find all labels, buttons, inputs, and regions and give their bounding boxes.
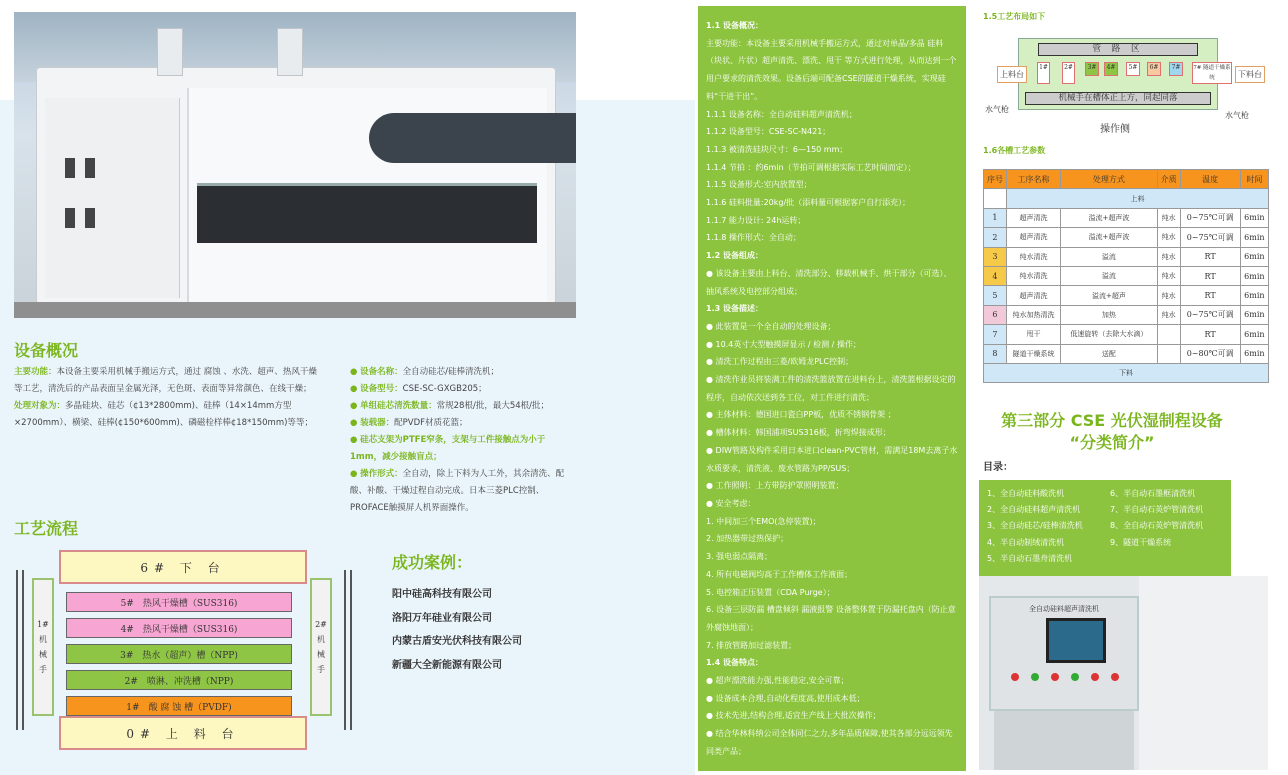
panel-line: 6. 设备三层防漏 槽盘倾斜 漏液报警 设备整体置于防漏托盘内（防止意外腐蚀地面）；: [706, 605, 956, 632]
cell-7: 7#: [1169, 62, 1183, 76]
category-item: 1、全自动硅料酸洗机: [987, 489, 1065, 498]
water-gun-left: 水气枪: [985, 105, 1009, 114]
cases-title: 成功案例：: [392, 553, 473, 572]
table-row: 7 甩干 低速旋转（去除大水滴） RT 6min: [984, 325, 1269, 344]
spec-list: ● 设备名称：全自动硅芯/硅棒清洗机； ● 设备型号：CSE-SC-GXGB205； ● 单组硅芯清洗数量：常规28根/批，最大54根/批； ● 装载器：配PVDF材质花篮； ● 硅芯支架为PTFE窄条，支架与工件接触点为小于1mm，减少接触盲点； ● 操作形式：全自动，除上下料为人工外，其余清洗、配酸、补酸、干燥过程自动完成。日本三菱PLC控制、PROFACE触摸屏人机界面操作。: [350, 364, 575, 517]
cell-2: 2#: [1062, 62, 1075, 84]
category-item: 2、全自动硅料超声清洗机: [987, 505, 1081, 515]
table-row: 3 纯水清洗 溢流 纯水 RT 6min: [984, 247, 1269, 266]
panel-line: ● 主体材料：德国进口瓷白PP板，优质不锈钢骨架 ；: [706, 406, 958, 424]
arm-track: 机械手在槽体正上方，同起同落: [1025, 92, 1211, 105]
tank-3: 3# 热水（超声）槽（NPP): [66, 644, 292, 664]
table-header: 工序名称: [1006, 170, 1060, 189]
panel-line: 1.1.4 节拍 ：约6min（节拍可调根据实际工艺时间而定）；: [706, 162, 916, 172]
category-list: [979, 480, 1231, 576]
panel-line: 1.1.5 设备形式:室内放置型；: [706, 180, 812, 190]
panel-line: ● 该设备主要由上料台、清洗部分、移载机械手、烘干部分（可选）、抽风系统及电控部分组成；: [706, 265, 958, 300]
panel-line: 1. 中间加三个EMO(急停装置)；: [706, 516, 821, 526]
cell-6: 6#: [1147, 62, 1161, 76]
table-header: 介质: [1157, 170, 1180, 189]
tank-5: 5# 热风干燥槽（SUS316): [66, 592, 292, 612]
operator-side: 操作侧: [1100, 124, 1130, 135]
cell-4: 4#: [1104, 62, 1118, 76]
tank-4: 4# 热风干燥槽（SUS316): [66, 618, 292, 638]
load-station: 0# 上 料 台: [59, 716, 307, 750]
cell-5: 5#: [1126, 62, 1140, 76]
table-band: 下料: [984, 363, 1269, 382]
panel-line: 4. 所有电磁阀均高于工作槽体工作液面；: [706, 569, 853, 579]
panel-line: 1.1.2 设备型号：CSE-SC-N421；: [706, 127, 831, 137]
robot-arm-1: 1# 机 械 手: [32, 578, 54, 716]
category-item: 9、隧道干燥系统: [1110, 537, 1172, 547]
panel-line: 3. 强电弱点隔离；: [706, 552, 773, 562]
machine-photo: [14, 12, 576, 318]
cell-1: 1#: [1037, 62, 1050, 84]
panel-line: 主要功能：本设备主要采用机械手搬运方式，通过对单晶/多晶 硅料（块状、片状）超声清洗、漂洗、甩干 等方式进行处理，从而达到一个用户要求的清洗效果。设备后端可配备CSE的隧道干燥系统，实现硅料“干进干出”。: [706, 38, 957, 101]
cell-3: 3#: [1085, 62, 1099, 76]
panel-line: 1.1.3 被清洗硅块尺寸：6—150 mm；: [706, 144, 848, 154]
panel-line: 7. 排放管路加过滤装置；: [706, 640, 797, 650]
panel-line: 2. 加热器带过热保护；: [706, 534, 789, 544]
unload-table: 下料台: [1235, 66, 1265, 83]
panel-line: ● 此装置是一个全自动的处理设备；: [706, 318, 958, 336]
category-item: 5、半自动石墨舟清洗机: [987, 553, 1073, 563]
tank-2: 2# 喷淋、冲洗槽（NPP): [66, 670, 292, 690]
panel-line: 5. 电控箱正压装置（CDA Purge）；: [706, 587, 835, 597]
overview-title: 设备概况: [14, 341, 79, 360]
params-title: 1.6各槽工艺参数: [983, 146, 1046, 155]
tank-1: 1# 酸 腐 蚀 槽（PVDF): [66, 696, 292, 716]
pipe-zone: 管 路 区: [1038, 43, 1198, 56]
table-header: 处理方式: [1061, 170, 1157, 189]
category-item: 6、半自动石墨框清洗机: [1110, 489, 1196, 498]
toc-label: 目录：: [983, 462, 1013, 473]
panel-line: ● 工作照明：上方带防护罩照明装置；: [706, 477, 958, 495]
panel-line: ● 10.4英寸大型触摸屏显示 / 检测 / 操作；: [706, 336, 958, 354]
table-header: 时间: [1240, 170, 1268, 189]
panel-heading: 1.4 设备特点：: [706, 658, 763, 668]
case-item: 新疆大全新能源有限公司: [392, 659, 502, 671]
panel-line: ● 安全考虑：: [706, 495, 958, 513]
load-table: 上料台: [997, 66, 1027, 83]
panel-line: ● DIW管路及构件采用日本进口clean-PVC管材，需满足18M去离子水水质要求，清洗液、废水管路为PP/SUS；: [706, 442, 958, 477]
category-item: 8、全自动石英炉管清洗机: [1110, 521, 1204, 531]
process-title: 工艺流程: [14, 519, 79, 538]
robot-arm-2: 2# 机 械 手: [310, 578, 332, 716]
table-header: 序号: [984, 170, 1007, 189]
panel-line: 1.1.6 硅料批量:20kg/批（添料量可根据客户自行添充）；: [706, 198, 911, 208]
panel-heading: 1.2 设备组成：: [706, 251, 763, 261]
water-gun-right: 水气枪: [1225, 111, 1249, 120]
layout-diagram: [985, 28, 1267, 140]
spec-panel: [698, 6, 966, 771]
panel-line: ● 超声漂洗能力强,性能稳定,安全可靠；: [706, 672, 958, 690]
panel-line: 1.1.8 操作形式：全自动；: [706, 233, 801, 243]
category-item: 3、全自动硅芯/硅棒清洗机: [987, 521, 1083, 531]
panel-line: ● 清洗作业员将装满工件的清洗篮放置在进料台上，清洗篮根据设定的程序，自动依次送到各工位，对工件进行清洗；: [706, 371, 958, 406]
table-band: 上料: [1006, 189, 1268, 208]
layout-title: 1.5工艺布局如下: [983, 12, 1046, 21]
table-row: 8 隧道干燥系统 送配 0~80℃可调 6min: [984, 344, 1269, 363]
table-header: 温度: [1180, 170, 1240, 189]
category-item: 4、半自动制绒清洗机: [987, 537, 1065, 547]
case-item: 内蒙古盾安光伏科技有限公司: [392, 636, 522, 647]
panel-line: ● 设备成本合理,自动化程度高,使用成本低；: [706, 690, 958, 708]
cell-dryer: 7# 隧道干燥系统: [1192, 62, 1232, 84]
case-item: 阳中硅高科技有限公司: [392, 589, 492, 600]
case-item: 洛阳万年硅业有限公司: [392, 612, 492, 624]
category-item: 7、半自动石英炉管清洗机: [1110, 505, 1204, 515]
table-row: 2 超声清洗 溢流+超声波 纯水 0~75℃可调 6min: [984, 228, 1269, 247]
panel-line: ● 清洗工作过程由三菱/欧姆龙PLC控制；: [706, 353, 958, 371]
panel-line: ● 技术先进,结构合理,适宜生产线上大批次操作；: [706, 707, 958, 725]
panel-heading: 1.3 设备描述：: [706, 304, 763, 314]
machine-label: 全自动硅料超声清洗机: [1029, 605, 1099, 613]
panel-line: ● 结合华林科纳公司全体同仁之力,多年品质保障,使其各部分远远领先同类产品；: [706, 725, 958, 760]
table-row: 4 纯水清洗 溢流 纯水 RT 6min: [984, 266, 1269, 285]
machine-photo-2: [979, 576, 1268, 770]
table-row: 6 纯水加热清洗 加热 纯水 0~75℃可调 6min: [984, 305, 1269, 324]
overview-text: 主要功能：本设备主要采用机械手搬运方式，通过 腐蚀 、水洗、超声、热风干燥等工艺，清洗后的产品表面呈金属光泽，无色斑、表面等异常颜色、在线干燥； 处理对象为：多晶硅块、硅芯（¢13*2800mm)、硅棒（14×14mm方型×2700mm）、横梁、硅棒(¢150*600mm)、磷磁栓样棒¢18*150mm)等等；: [14, 367, 317, 428]
process-diagram: [14, 550, 354, 755]
panel-line: 1.1.7 能力设计: 24h运转；: [706, 215, 806, 225]
part3-title: 第三部分 CSE 光伏湿制程设备 “分类简介”: [1001, 411, 1223, 452]
unload-station: 6# 下 台: [59, 550, 307, 584]
table-row: 5 超声清洗 溢流+超声 纯水 RT 6min: [984, 286, 1269, 305]
success-cases: [392, 550, 522, 677]
panel-line: 1.1.1 设备名称：全自动硅料超声清洗机；: [706, 109, 857, 119]
panel-heading: 1.1 设备概况：: [706, 21, 763, 30]
params-table: [983, 169, 1269, 383]
table-row: 1 超声清洗 溢流+超声波 纯水 0~75℃可调 6min: [984, 208, 1269, 227]
panel-line: ● 槽体材料：韩国浦项SUS316板，折弯焊接成形；: [706, 424, 958, 442]
